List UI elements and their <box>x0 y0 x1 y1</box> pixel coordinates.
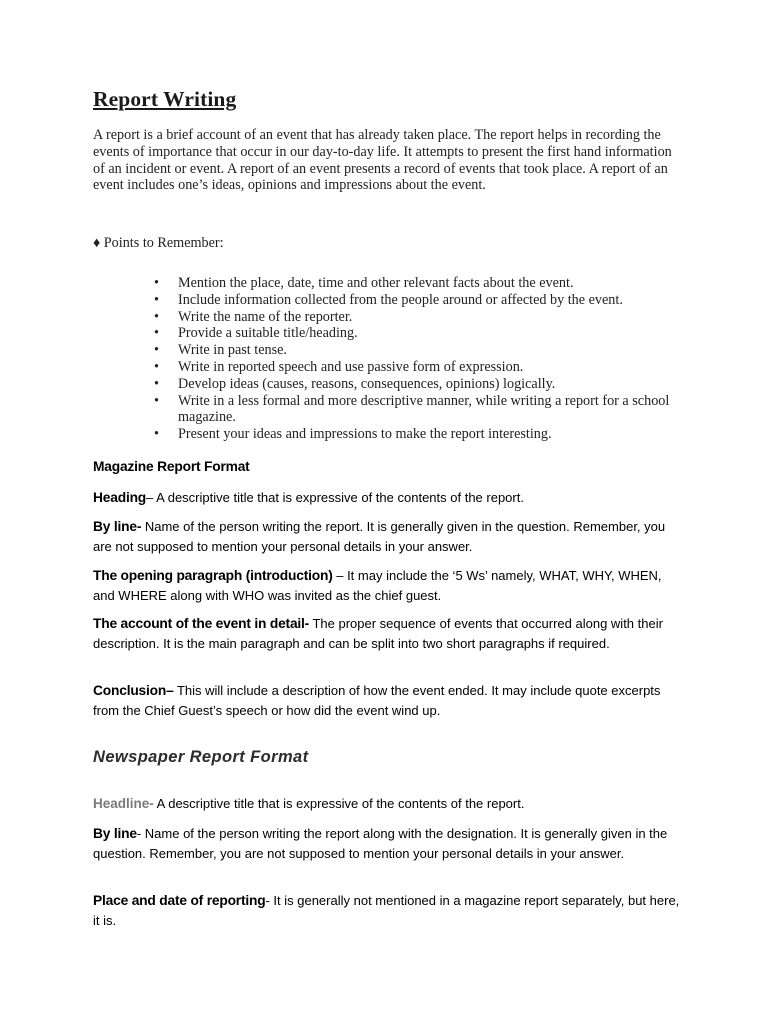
magazine-opening-item <box>93 566 683 605</box>
magazine-heading-item <box>93 488 683 508</box>
intro-paragraph: A report is a brief account of an event that has already taken place. The report helps in recording the events of importance that occur in our day-to-day life. It attempts to present the first hand information of an incident or event. A report of an event presents a record of events that took place. A report of an event includes one’s ideas, opinions and impressions about the event. <box>93 127 672 194</box>
list-item: • Mention the place, date, time and other relevant facts about the event. <box>178 275 683 292</box>
item-label: By line <box>93 826 137 841</box>
list-item: • Provide a suitable title/heading. <box>178 325 683 342</box>
item-text: - Name of the person writing the report along with the designation. It is generally given in the question. Remember, you are not supposed to mention your personal details in your answer. <box>93 826 668 861</box>
magazine-section-title: Magazine Report Format <box>93 459 250 474</box>
list-item: • Write in past tense. <box>178 342 683 359</box>
newspaper-place-date-item <box>93 891 683 930</box>
points-list <box>178 275 683 443</box>
item-text: A descriptive title that is expressive of the contents of the report. <box>153 796 525 811</box>
item-text: This will include a description of how the event ended. It may include quote excerpts from the Chief Guest’s speech or how did the event wind up. <box>93 683 661 718</box>
magazine-account-item <box>93 614 683 653</box>
magazine-conclusion-item <box>93 681 683 720</box>
list-item: • Write the name of the reporter. <box>178 309 683 326</box>
points-label: ♦ Points to Remember: <box>93 235 224 251</box>
list-item: • Present your ideas and impressions to make the report interesting. <box>178 426 683 443</box>
item-label: The opening paragraph (introduction) <box>93 568 333 583</box>
item-label: By line- <box>93 519 142 534</box>
item-label: The account of the event in detail- <box>93 616 310 631</box>
list-item: • Develop ideas (causes, reasons, consequences, opinions) logically. <box>178 376 683 393</box>
item-text: The proper sequence of events that occurred along with their description. It is the main paragraph and can be split into two short paragraphs if required. <box>93 616 663 651</box>
item-label: Heading <box>93 490 147 505</box>
list-item: • Write in a less formal and more descriptive manner, while writing a report for a school magazine. <box>178 393 683 427</box>
item-text: – A descriptive title that is expressive of the contents of the report. <box>146 490 524 505</box>
list-item: • Include information collected from the people around or affected by the event. <box>178 292 683 309</box>
item-label: Conclusion– <box>93 683 174 698</box>
item-text: – It may include the ‘5 Ws’ namely, WHAT, WHY, WHEN, and WHERE along with WHO was invited as the chief guest. <box>93 568 662 603</box>
newspaper-byline-item <box>93 824 683 863</box>
item-label: Place and date of reporting <box>93 893 266 908</box>
item-text: - It is generally not mentioned in a magazine report separately, but here, it is. <box>93 893 680 928</box>
magazine-byline-item <box>93 517 683 556</box>
list-item: • Write in reported speech and use passive form of expression. <box>178 359 683 376</box>
item-label: Headline- <box>93 796 154 811</box>
item-text: Name of the person writing the report. It is generally given in the question. Remember, you are not supposed to mention your personal details in your answer. <box>93 519 666 554</box>
newspaper-headline-item <box>93 794 683 814</box>
newspaper-section-title: Newspaper Report Format <box>93 748 309 766</box>
page-title: Report Writing <box>93 87 237 111</box>
